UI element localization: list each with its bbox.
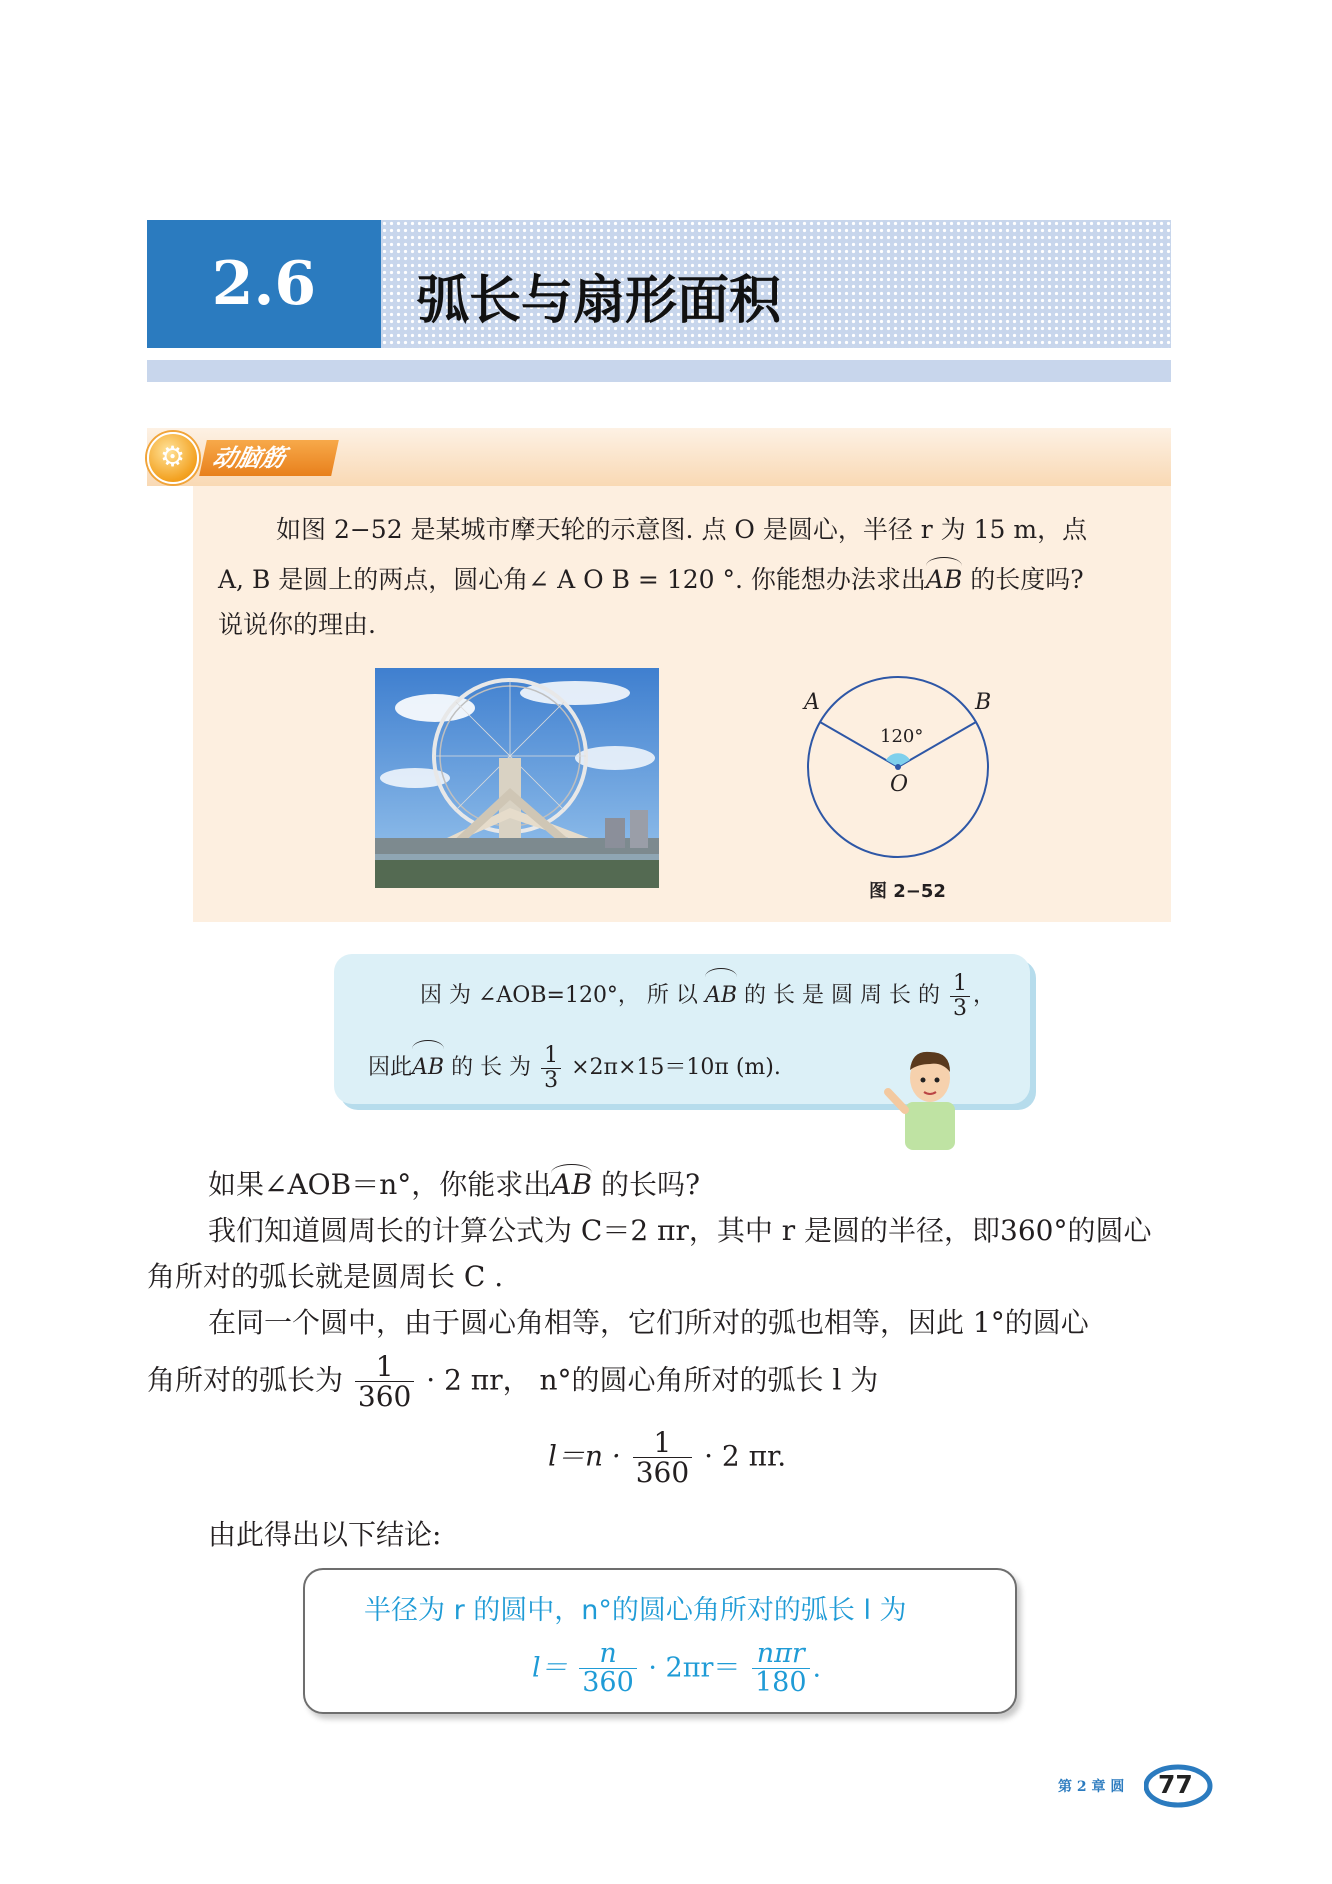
think-badge — [147, 432, 335, 482]
think-badge-label: 动脑筋 — [199, 440, 339, 476]
bubble-line-2c: ×2π×15＝10π (m). — [571, 1055, 781, 1080]
bubble-line-2 — [368, 1038, 781, 1098]
bubble-line-2b: 的 长 为 — [444, 1055, 532, 1080]
body-para-1 — [208, 1162, 700, 1208]
frac-den: 360 — [357, 1380, 412, 1414]
ferris-wheel-photo — [375, 668, 659, 888]
fraction-1-360b — [633, 1428, 692, 1488]
angle-label: 120° — [880, 726, 924, 747]
body-para-3-line-1: 在同一个圆中，由于圆心角相等，它们所对的弧也相等，因此 1°的圆心 — [208, 1306, 1089, 1339]
body-para-1b: 的长吗? — [592, 1168, 700, 1201]
think-line-3: 说说你的理由. — [218, 610, 376, 639]
think-line-2b: 的长度吗? — [962, 565, 1084, 594]
page-number: 77 — [1158, 1770, 1193, 1799]
body-para-3-line-2 — [147, 1352, 878, 1412]
conclusion-line-1: 半径为 r 的圆中，n°的圆心角所对的弧长 l 为 — [364, 1595, 907, 1626]
arc-ab: AB — [926, 555, 962, 605]
gear-icon — [147, 432, 199, 484]
bubble-arc-1: AB — [705, 966, 737, 1026]
boy-character-icon — [880, 1040, 980, 1150]
label-a: A — [804, 690, 820, 715]
bubble-line-1 — [420, 966, 995, 1026]
concl-eq-b: · 2πr＝ — [648, 1652, 741, 1684]
think-line-1: 如图 2−52 是某城市摩天轮的示意图. 点 O 是圆心，半径 r 为 15 m，点 — [276, 515, 1088, 544]
bubble-line-1-end: ， — [972, 983, 995, 1008]
fraction-npir-180 — [752, 1640, 810, 1698]
body-para-3a: 角所对的弧长为 — [147, 1363, 344, 1397]
frac-num: n — [579, 1640, 637, 1669]
think-line-2 — [218, 555, 1084, 605]
frac-num: nπr — [752, 1640, 810, 1669]
fraction-n-360 — [579, 1640, 637, 1698]
frac-den: 360 — [582, 1667, 634, 1699]
fraction-1-3b — [541, 1044, 561, 1091]
frac-den: 3 — [952, 995, 967, 1021]
body-para-4: 由此得出以下结论: — [208, 1518, 442, 1551]
conclusion-equation — [532, 1640, 821, 1698]
section-title: 弧长与扇形面积 — [417, 270, 782, 331]
equation-a: l＝n · — [548, 1439, 621, 1473]
frac-num: 1 — [541, 1044, 561, 1068]
fraction-1-3 — [950, 972, 970, 1019]
bubble-line-1b: 的 长 是 圆 周 长 的 — [744, 983, 940, 1008]
arc-length-equation — [548, 1428, 786, 1488]
figure-caption: 图 2−52 — [869, 881, 946, 902]
frac-den: 180 — [754, 1667, 807, 1699]
body-arc: AB — [551, 1162, 592, 1208]
body-para-3b: · 2 πr， n°的圆心角所对的弧长 l 为 — [426, 1363, 879, 1397]
equation-b: · 2 πr. — [704, 1439, 787, 1473]
bubble-line-2a: 因此 — [368, 1055, 413, 1080]
frac-num: 1 — [355, 1352, 414, 1382]
body-para-1a: 如果∠AOB＝n°，你能求出 — [208, 1168, 552, 1201]
concl-eq-a: l＝ — [532, 1652, 568, 1684]
section-number: 2.6 — [147, 220, 381, 348]
chapter-label: 第 2 章 圆 — [1058, 1779, 1125, 1795]
bubble-arc-2: AB — [412, 1038, 444, 1098]
frac-num: 1 — [633, 1428, 692, 1458]
label-o: O — [890, 772, 909, 797]
header-underline-bar — [147, 360, 1171, 382]
think-line-2a: A, B 是圆上的两点，圆心角∠ A O B = 120 °. 你能想办法求出 — [218, 565, 926, 594]
frac-num: 1 — [950, 972, 970, 996]
frac-den: 360 — [635, 1456, 690, 1490]
fraction-1-360 — [355, 1352, 414, 1412]
label-b: B — [975, 690, 992, 715]
concl-eq-end: . — [812, 1652, 822, 1684]
center-point — [895, 764, 901, 770]
body-para-2-line-1: 我们知道圆周长的计算公式为 C＝2 πr，其中 r 是圆的半径，即360°的圆心 — [208, 1214, 1152, 1247]
body-para-2-line-2: 角所对的弧长就是圆周长 C . — [147, 1260, 504, 1293]
section-title-banner — [381, 220, 1171, 348]
bubble-line-1a: 因 为 ∠AOB=120°， 所 以 — [420, 983, 698, 1008]
frac-den: 3 — [544, 1067, 559, 1093]
